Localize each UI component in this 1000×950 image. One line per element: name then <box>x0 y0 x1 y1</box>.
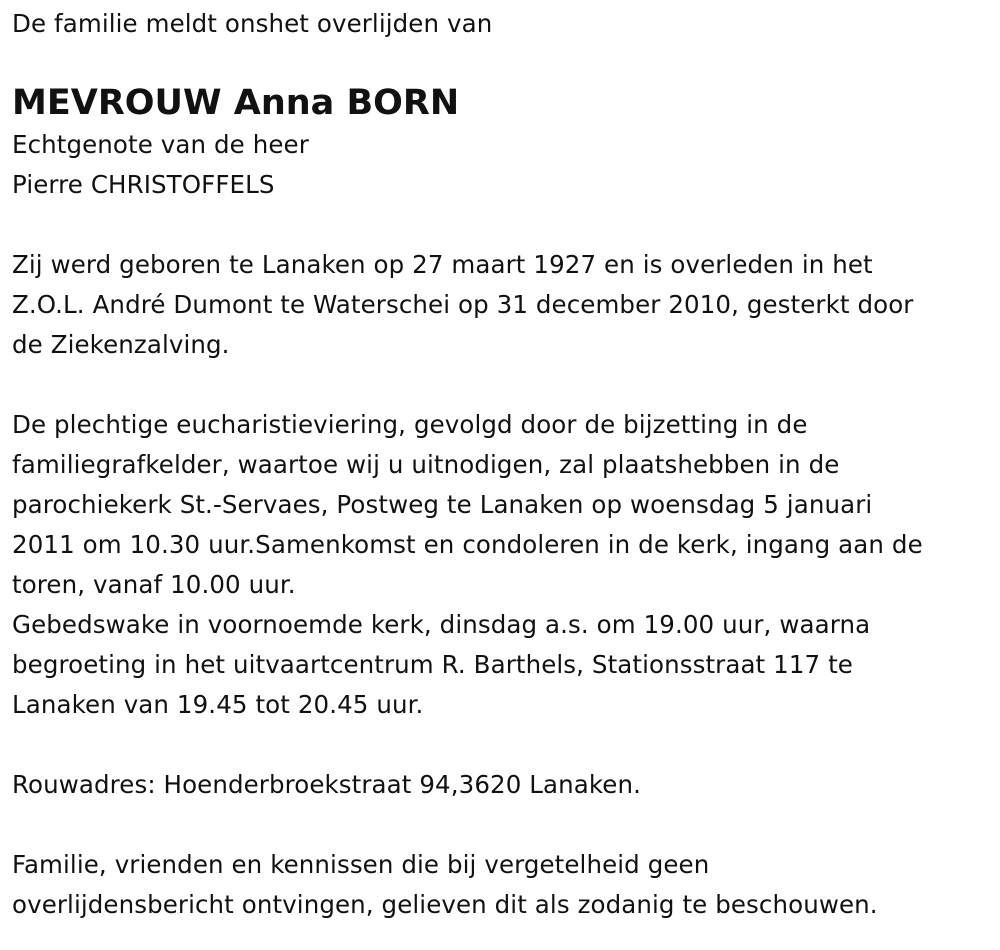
paragraph-line: familiegrafkelder, waartoe wij u uitnodigen, zal plaatshebben in de <box>12 450 840 479</box>
spouse-line: Pierre CHRISTOFFELS <box>12 170 275 199</box>
paragraph-gap <box>12 725 992 765</box>
paragraph-line: Familie, vrienden en kennissen die bij vergetelheid geen <box>12 850 710 879</box>
paragraph-line: parochiekerk St.-Servaes, Postweg te Lanaken op woensdag 5 januari <box>12 490 873 519</box>
ceremony-paragraph <box>12 405 992 725</box>
paragraph-gap <box>12 365 992 405</box>
birth-death-paragraph <box>12 245 992 365</box>
paragraph-line: Zij werd geboren te Lanaken op 27 maart 1927 en is overleden in het <box>12 250 873 279</box>
spouse-block <box>12 125 992 205</box>
paragraph-line: De plechtige eucharistieviering, gevolgd door de bijzetting in de <box>12 410 808 439</box>
mourning-address: Rouwadres: Hoenderbroekstraat 94,3620 Lanaken. <box>12 770 641 799</box>
paragraph-line: 2011 om 10.30 uur.Samenkomst en condoleren in de kerk, ingang aan de <box>12 530 923 559</box>
paragraph-line: Z.O.L. André Dumont te Waterschei op 31 december 2010, gesterkt door <box>12 290 914 319</box>
intro-text: De familie meldt onshet overlijden van <box>12 9 493 38</box>
obituary-notice <box>12 4 992 925</box>
closing-paragraph <box>12 845 992 925</box>
paragraph-line: overlijdensbericht ontvingen, gelieven dit als zodanig te beschouwen. <box>12 890 878 919</box>
paragraph-line: begroeting in het uitvaartcentrum R. Barthels, Stationsstraat 117 te <box>12 650 853 679</box>
paragraph-line: Gebedswake in voornoemde kerk, dinsdag a.s. om 19.00 uur, waarna <box>12 610 871 639</box>
paragraph-line: toren, vanaf 10.00 uur. <box>12 570 296 599</box>
paragraph-line: de Ziekenzalving. <box>12 330 230 359</box>
spouse-line: Echtgenote van de heer <box>12 130 309 159</box>
paragraph-gap <box>12 205 992 245</box>
paragraph-line: Lanaken van 19.45 tot 20.45 uur. <box>12 690 424 719</box>
deceased-name: MEVROUW Anna BORN <box>12 83 460 123</box>
paragraph-gap <box>12 805 992 845</box>
